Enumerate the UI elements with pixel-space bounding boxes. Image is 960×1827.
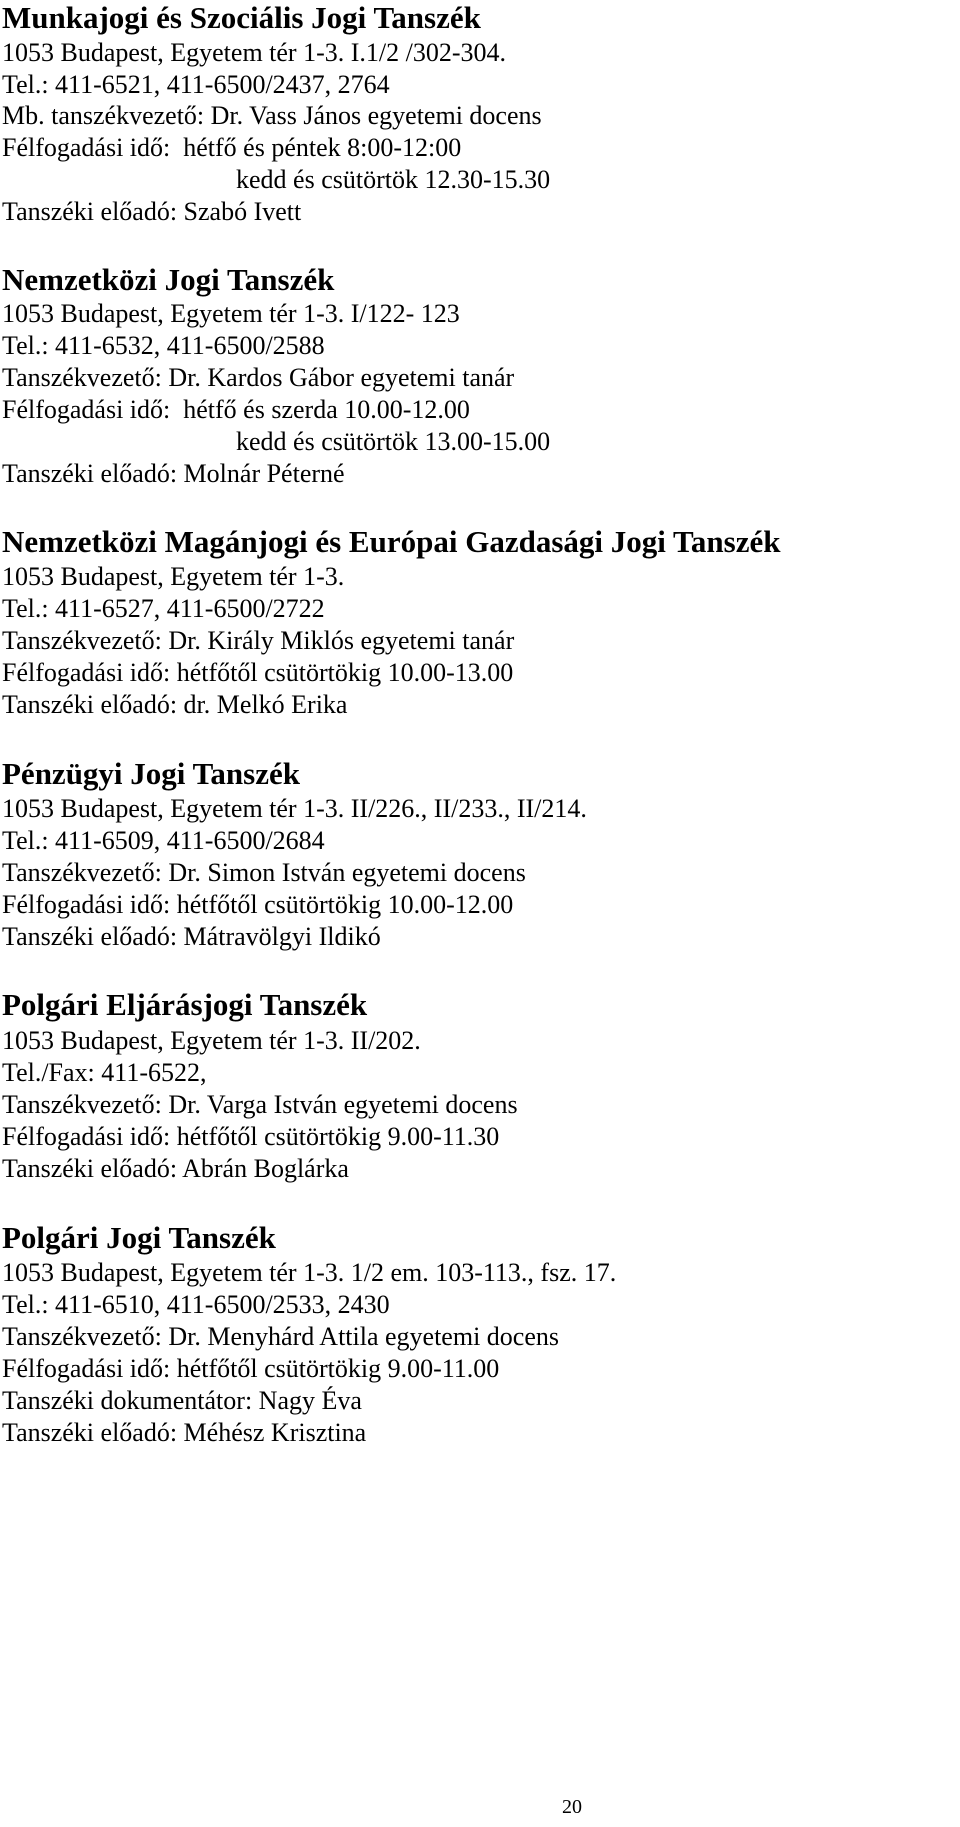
department-title: Pénzügyi Jogi Tanszék bbox=[2, 756, 300, 791]
page-number: 20 bbox=[562, 1796, 582, 1818]
department-phone: Tel.: 411-6509, 411-6500/2684 bbox=[2, 826, 325, 855]
department-administrator: Tanszéki előadó: Mátravölgyi Ildikó bbox=[2, 922, 381, 951]
department-head: Mb. tanszékvezető: Dr. Vass János egyetemi docens bbox=[2, 101, 542, 130]
department-administrator: Tanszéki előadó: dr. Melkó Erika bbox=[2, 690, 348, 719]
department-administrator: Tanszéki előadó: Szabó Ivett bbox=[2, 197, 302, 226]
department-address: 1053 Budapest, Egyetem tér 1-3. II/226., II/233., II/214. bbox=[2, 794, 587, 823]
office-hours: Félfogadási idő: hétfőtől csütörtökig 10.00-12.00 bbox=[2, 890, 514, 919]
office-hours-continued: kedd és csütörtök 13.00-15.00 bbox=[236, 427, 551, 456]
department-address: 1053 Budapest, Egyetem tér 1-3. I.1/2 /302-304. bbox=[2, 38, 507, 67]
department-head: Tanszékvezető: Dr. Simon István egyetemi docens bbox=[2, 858, 526, 887]
department-phone: Tel./Fax: 411-6522, bbox=[2, 1058, 207, 1087]
department-address: 1053 Budapest, Egyetem tér 1-3. 1/2 em. 103-113., fsz. 17. bbox=[2, 1258, 617, 1287]
department-address: 1053 Budapest, Egyetem tér 1-3. II/202. bbox=[2, 1026, 421, 1055]
department-phone: Tel.: 411-6527, 411-6500/2722 bbox=[2, 594, 325, 623]
department-head: Tanszékvezető: Dr. Menyhárd Attila egyetemi docens bbox=[2, 1322, 559, 1351]
department-phone: Tel.: 411-6510, 411-6500/2533, 2430 bbox=[2, 1290, 390, 1319]
department-administrator: Tanszéki előadó: Méhész Krisztina bbox=[2, 1418, 367, 1447]
department-phone: Tel.: 411-6521, 411-6500/2437, 2764 bbox=[2, 70, 390, 99]
office-hours: Félfogadási idő: hétfő és péntek 8:00-12:00 bbox=[2, 133, 462, 162]
department-head: Tanszékvezető: Dr. Kardos Gábor egyetemi tanár bbox=[2, 363, 515, 392]
department-title: Nemzetközi Jogi Tanszék bbox=[2, 262, 335, 297]
department-head: Tanszékvezető: Dr. Király Miklós egyetemi tanár bbox=[2, 626, 515, 655]
office-hours-continued: kedd és csütörtök 12.30-15.30 bbox=[236, 165, 551, 194]
department-title: Munkajogi és Szociális Jogi Tanszék bbox=[2, 0, 481, 35]
department-administrator: Tanszéki előadó: Molnár Péterné bbox=[2, 459, 345, 488]
department-administrator: Tanszéki előadó: Abrán Boglárka bbox=[2, 1154, 349, 1183]
department-title: Nemzetközi Magánjogi és Európai Gazdasági Jogi Tanszék bbox=[2, 524, 781, 559]
department-title: Polgári Eljárásjogi Tanszék bbox=[2, 987, 368, 1022]
office-hours: Félfogadási idő: hétfő és szerda 10.00-12.00 bbox=[2, 395, 470, 424]
department-title: Polgári Jogi Tanszék bbox=[2, 1220, 276, 1255]
department-documentalist: Tanszéki dokumentátor: Nagy Éva bbox=[2, 1386, 362, 1415]
department-address: 1053 Budapest, Egyetem tér 1-3. I/122- 123 bbox=[2, 299, 460, 328]
office-hours: Félfogadási idő: hétfőtől csütörtökig 9.00-11.30 bbox=[2, 1122, 500, 1151]
office-hours: Félfogadási idő: hétfőtől csütörtökig 9.00-11.00 bbox=[2, 1354, 500, 1383]
department-head: Tanszékvezető: Dr. Varga István egyetemi docens bbox=[2, 1090, 518, 1119]
department-address: 1053 Budapest, Egyetem tér 1-3. bbox=[2, 562, 345, 591]
office-hours: Félfogadási idő: hétfőtől csütörtökig 10.00-13.00 bbox=[2, 658, 514, 687]
department-phone: Tel.: 411-6532, 411-6500/2588 bbox=[2, 331, 325, 360]
